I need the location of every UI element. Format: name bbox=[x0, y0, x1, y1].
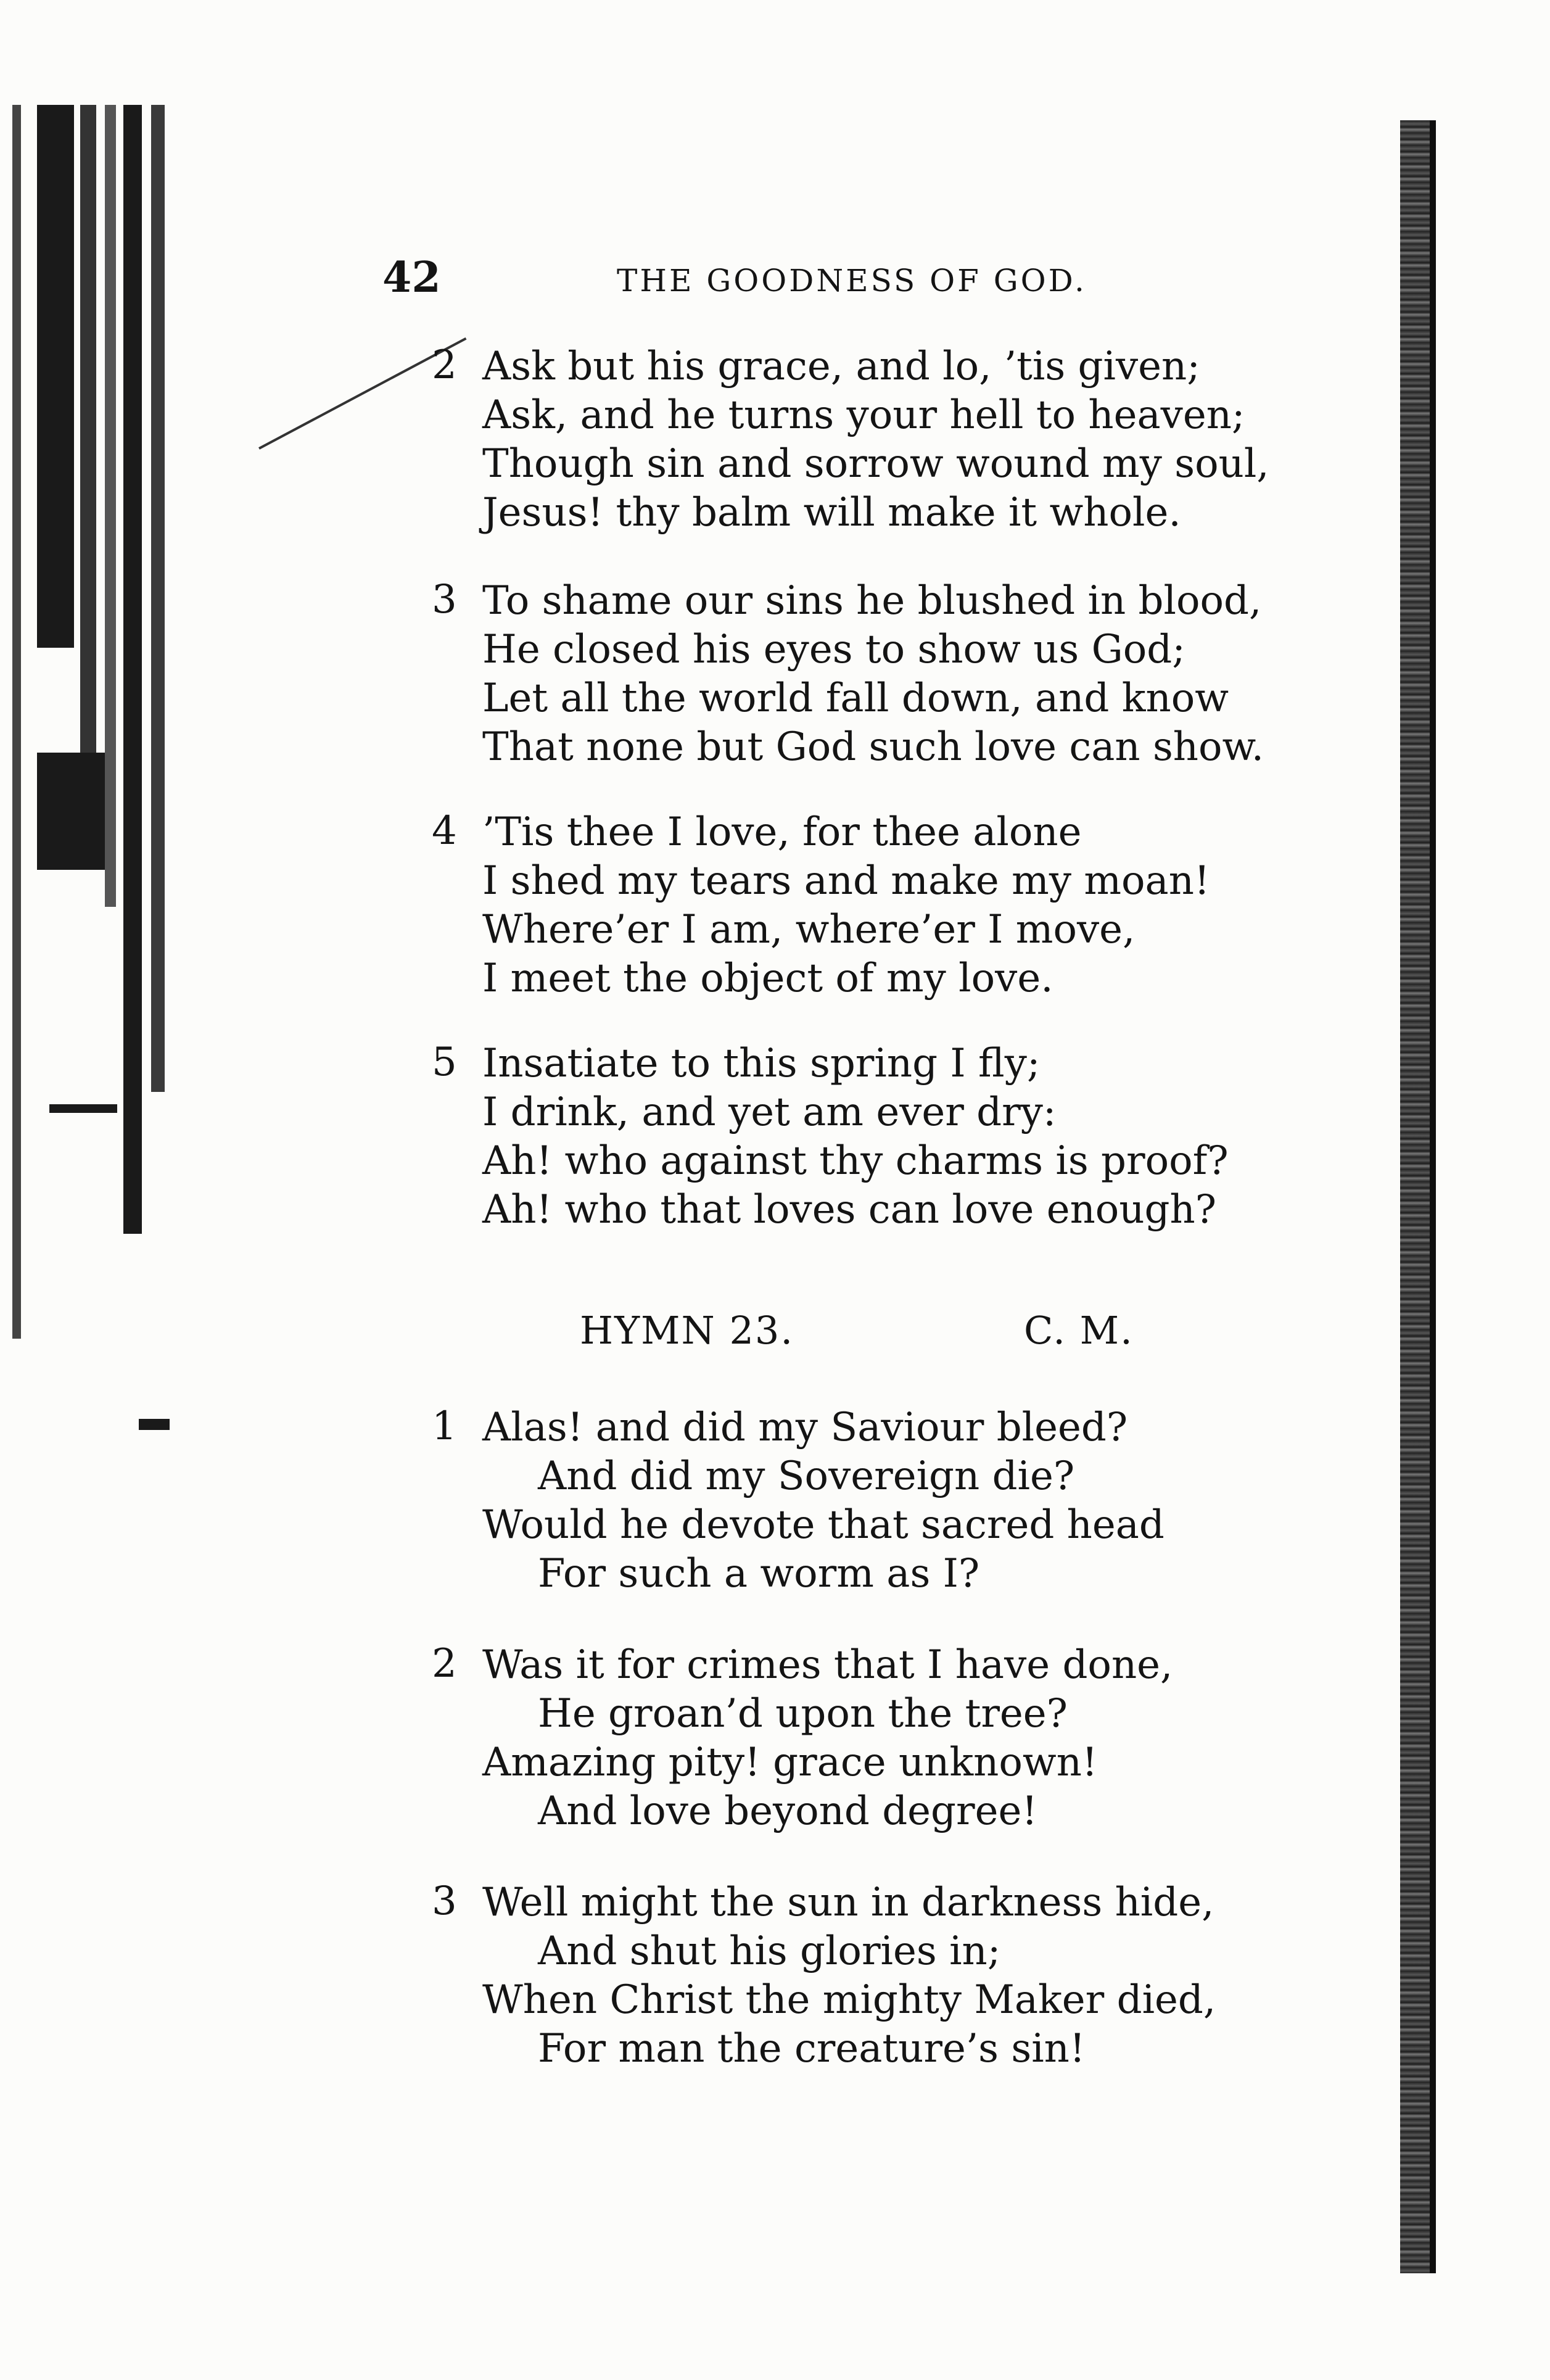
verse-line: Was it for crimes that I have done, bbox=[482, 1642, 1173, 1688]
binding-shadow-right bbox=[1400, 120, 1431, 2273]
verse-line: For such a worm as I? bbox=[538, 1551, 980, 1597]
verse-line: That none but God such love can show. bbox=[482, 724, 1264, 770]
verse-line: Ask, and he turns your hell to heaven; bbox=[482, 392, 1245, 438]
verse-line: And love beyond degree! bbox=[538, 1788, 1038, 1834]
stanza-lines bbox=[482, 1039, 1229, 1234]
verse-line: Ah! who against thy charms is proof? bbox=[482, 1138, 1229, 1184]
verse-line: Let all the world fall down, and know bbox=[482, 676, 1229, 721]
hymn-meter: C. M. bbox=[1024, 1308, 1134, 1353]
verse-line: He closed his eyes to show us God; bbox=[482, 627, 1185, 672]
verse-line: Amazing pity! grace unknown! bbox=[482, 1740, 1098, 1785]
binding-shadow-left bbox=[12, 105, 179, 1462]
verse-line: He groan’d upon the tree? bbox=[538, 1691, 1068, 1737]
stanza-number: 2 bbox=[432, 342, 457, 388]
verse-line: Insatiate to this spring I fly; bbox=[482, 1041, 1041, 1086]
stanza-lines bbox=[482, 577, 1264, 772]
page-number: 42 bbox=[382, 253, 441, 302]
running-title: THE GOODNESS OF GOD. bbox=[617, 263, 1087, 299]
verse-line: I shed my tears and make my moan! bbox=[482, 858, 1210, 904]
binding-edge-right bbox=[1430, 120, 1436, 2273]
verse-line: Jesus! thy balm will make it whole. bbox=[482, 490, 1181, 535]
verse-line: And did my Sovereign die? bbox=[538, 1453, 1075, 1499]
verse-line: Ask but his grace, and lo, ’tis given; bbox=[482, 344, 1200, 389]
verse-line: Alas! and did my Saviour bleed? bbox=[482, 1405, 1128, 1450]
stanza-lines bbox=[482, 1878, 1216, 2073]
stanza-lines bbox=[482, 1641, 1173, 1836]
stanza-number: 1 bbox=[432, 1403, 457, 1449]
hymn-title: HYMN 23. bbox=[580, 1308, 794, 1353]
stanza-lines bbox=[482, 342, 1269, 537]
stanza-lines bbox=[482, 808, 1210, 1003]
verse-line: And shut his glories in; bbox=[538, 1928, 1001, 1974]
stanza-number: 3 bbox=[432, 577, 457, 622]
verse-line: I meet the object of my love. bbox=[482, 956, 1053, 1001]
verse-line: For man the creature’s sin! bbox=[538, 2026, 1086, 2072]
verse-line: Well might the sun in darkness hide, bbox=[482, 1880, 1214, 1925]
verse-line: Ah! who that loves can love enough? bbox=[482, 1187, 1217, 1233]
verse-line: ’Tis thee I love, for thee alone bbox=[482, 809, 1082, 855]
verse-line: To shame our sins he blushed in blood, bbox=[482, 578, 1262, 624]
verse-line: I drink, and yet am ever dry: bbox=[482, 1089, 1057, 1135]
verse-line: Would he devote that sacred head bbox=[482, 1502, 1165, 1548]
stanza-number: 3 bbox=[432, 1878, 457, 1924]
verse-line: Though sin and sorrow wound my soul, bbox=[482, 441, 1269, 487]
stanza-number: 2 bbox=[432, 1641, 457, 1687]
stanza-lines bbox=[482, 1403, 1165, 1598]
stanza-number: 5 bbox=[432, 1039, 457, 1085]
stanza-number: 4 bbox=[432, 808, 457, 854]
running-head bbox=[0, 253, 1550, 308]
verse-line: When Christ the mighty Maker died, bbox=[482, 1977, 1216, 2023]
verse-line: Where’er I am, where’er I move, bbox=[482, 907, 1136, 952]
hymn-heading bbox=[0, 1308, 1550, 1363]
